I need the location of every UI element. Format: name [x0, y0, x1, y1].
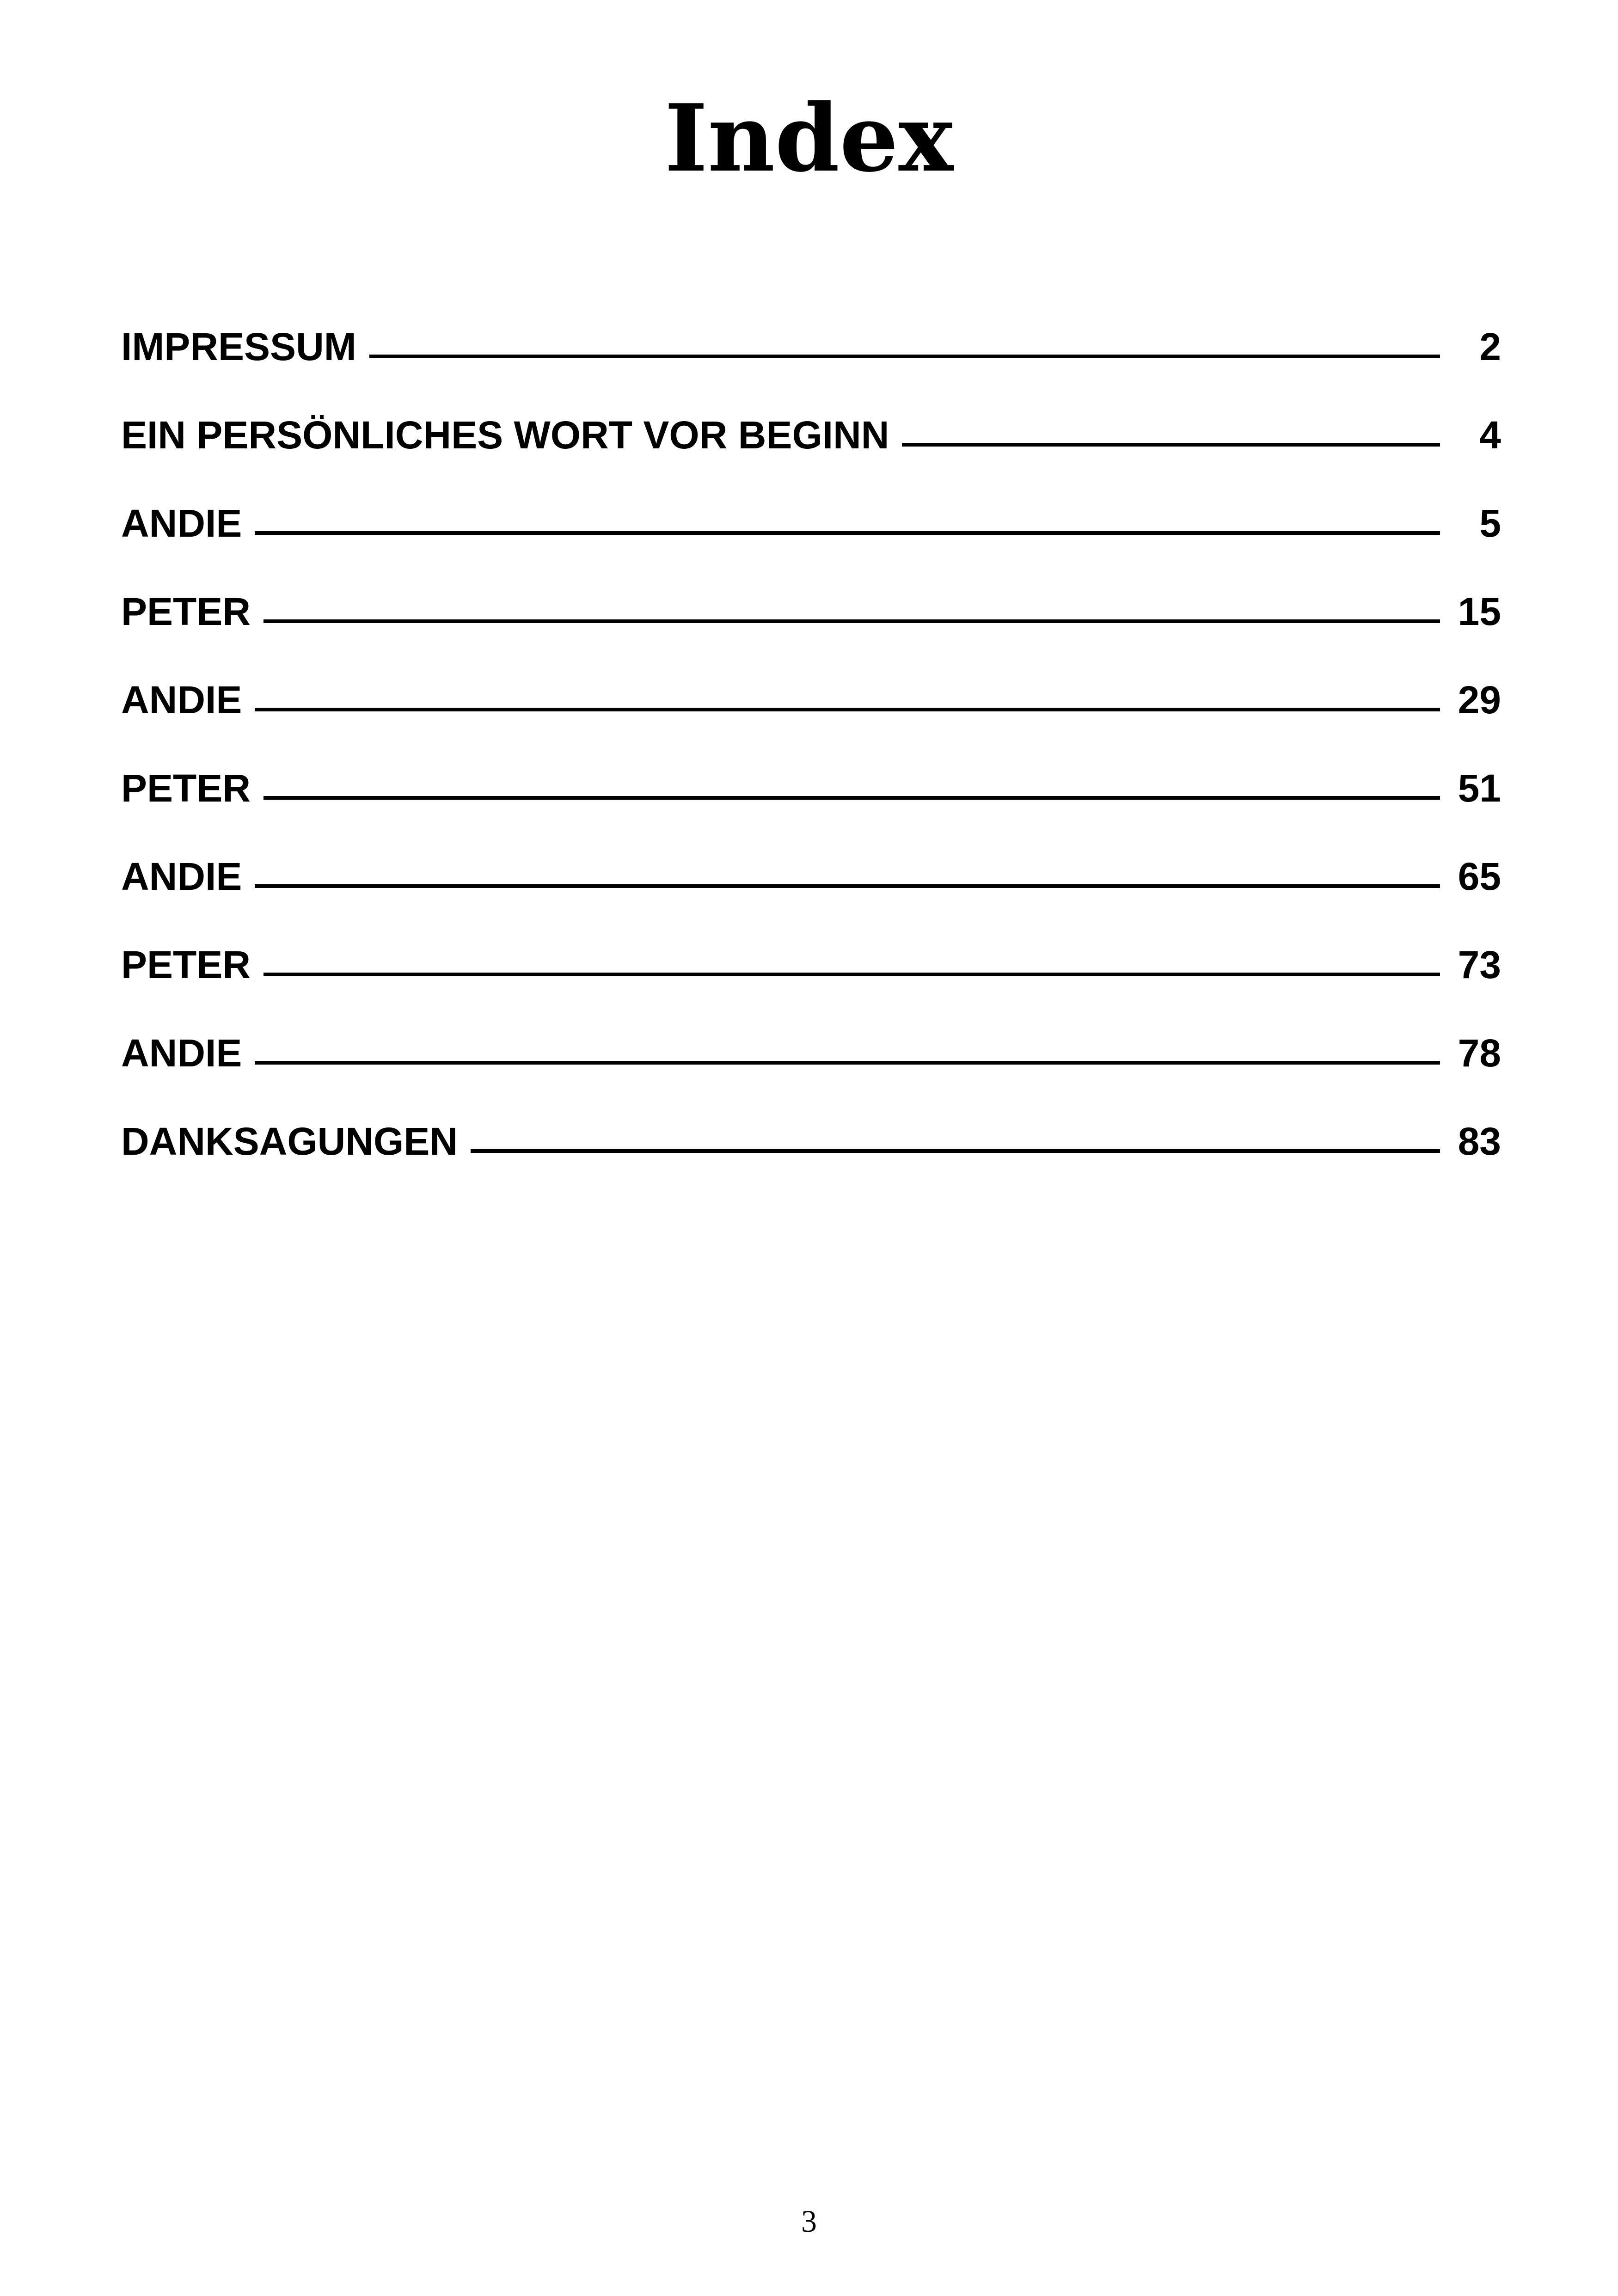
page-number: 3 [801, 2204, 817, 2239]
page-title: Index [664, 84, 954, 193]
toc-entry-label: ANDIE [121, 855, 242, 898]
toc-entry-label: EIN PERSÖNLICHES WORT VOR BEGINN [121, 413, 889, 457]
toc-entry-page: 15 [1458, 590, 1501, 633]
toc-leader-line [255, 531, 1440, 535]
toc-entry-label: ANDIE [121, 678, 242, 722]
toc-entry-andie-4[interactable] [121, 1030, 1501, 1118]
toc-entry-peter-2[interactable] [121, 765, 1501, 853]
toc-entry-peter-1[interactable] [121, 588, 1501, 677]
toc-entry-label: IMPRESSUM [121, 325, 356, 368]
toc-entry-danksagungen[interactable] [121, 1118, 1501, 1206]
toc-leader-line [255, 708, 1440, 711]
toc-leader-line [471, 1149, 1440, 1153]
toc-entry-andie-3[interactable] [121, 853, 1501, 942]
toc-leader-line [264, 796, 1440, 800]
toc-entry-page: 2 [1479, 325, 1501, 368]
toc-entry-andie-1[interactable] [121, 500, 1501, 588]
toc-leader-line [255, 884, 1440, 888]
toc-entry-persoenliches-wort[interactable] [121, 412, 1501, 500]
toc-entry-page: 83 [1458, 1120, 1501, 1163]
toc-entry-label: DANKSAGUNGEN [121, 1120, 458, 1163]
toc-leader-line [264, 973, 1440, 976]
toc-entry-impressum[interactable] [121, 324, 1501, 412]
toc-entry-page: 78 [1458, 1031, 1501, 1075]
toc-entry-page: 29 [1458, 678, 1501, 722]
toc-entry-page: 51 [1458, 766, 1501, 810]
toc-entry-page: 5 [1479, 502, 1501, 545]
toc-entry-label: PETER [121, 943, 251, 986]
toc-entry-page: 4 [1479, 413, 1501, 457]
toc-entry-label: PETER [121, 766, 251, 810]
toc-entry-andie-2[interactable] [121, 677, 1501, 765]
toc-leader-line [264, 619, 1440, 623]
table-of-contents [121, 324, 1501, 1206]
toc-entry-peter-3[interactable] [121, 942, 1501, 1030]
toc-entry-label: ANDIE [121, 502, 242, 545]
toc-entry-page: 65 [1458, 855, 1501, 898]
toc-leader-line [255, 1061, 1440, 1065]
toc-entry-label: ANDIE [121, 1031, 242, 1075]
toc-entry-page: 73 [1458, 943, 1501, 986]
toc-entry-label: PETER [121, 590, 251, 633]
toc-leader-line [369, 355, 1440, 358]
toc-leader-line [902, 443, 1440, 447]
